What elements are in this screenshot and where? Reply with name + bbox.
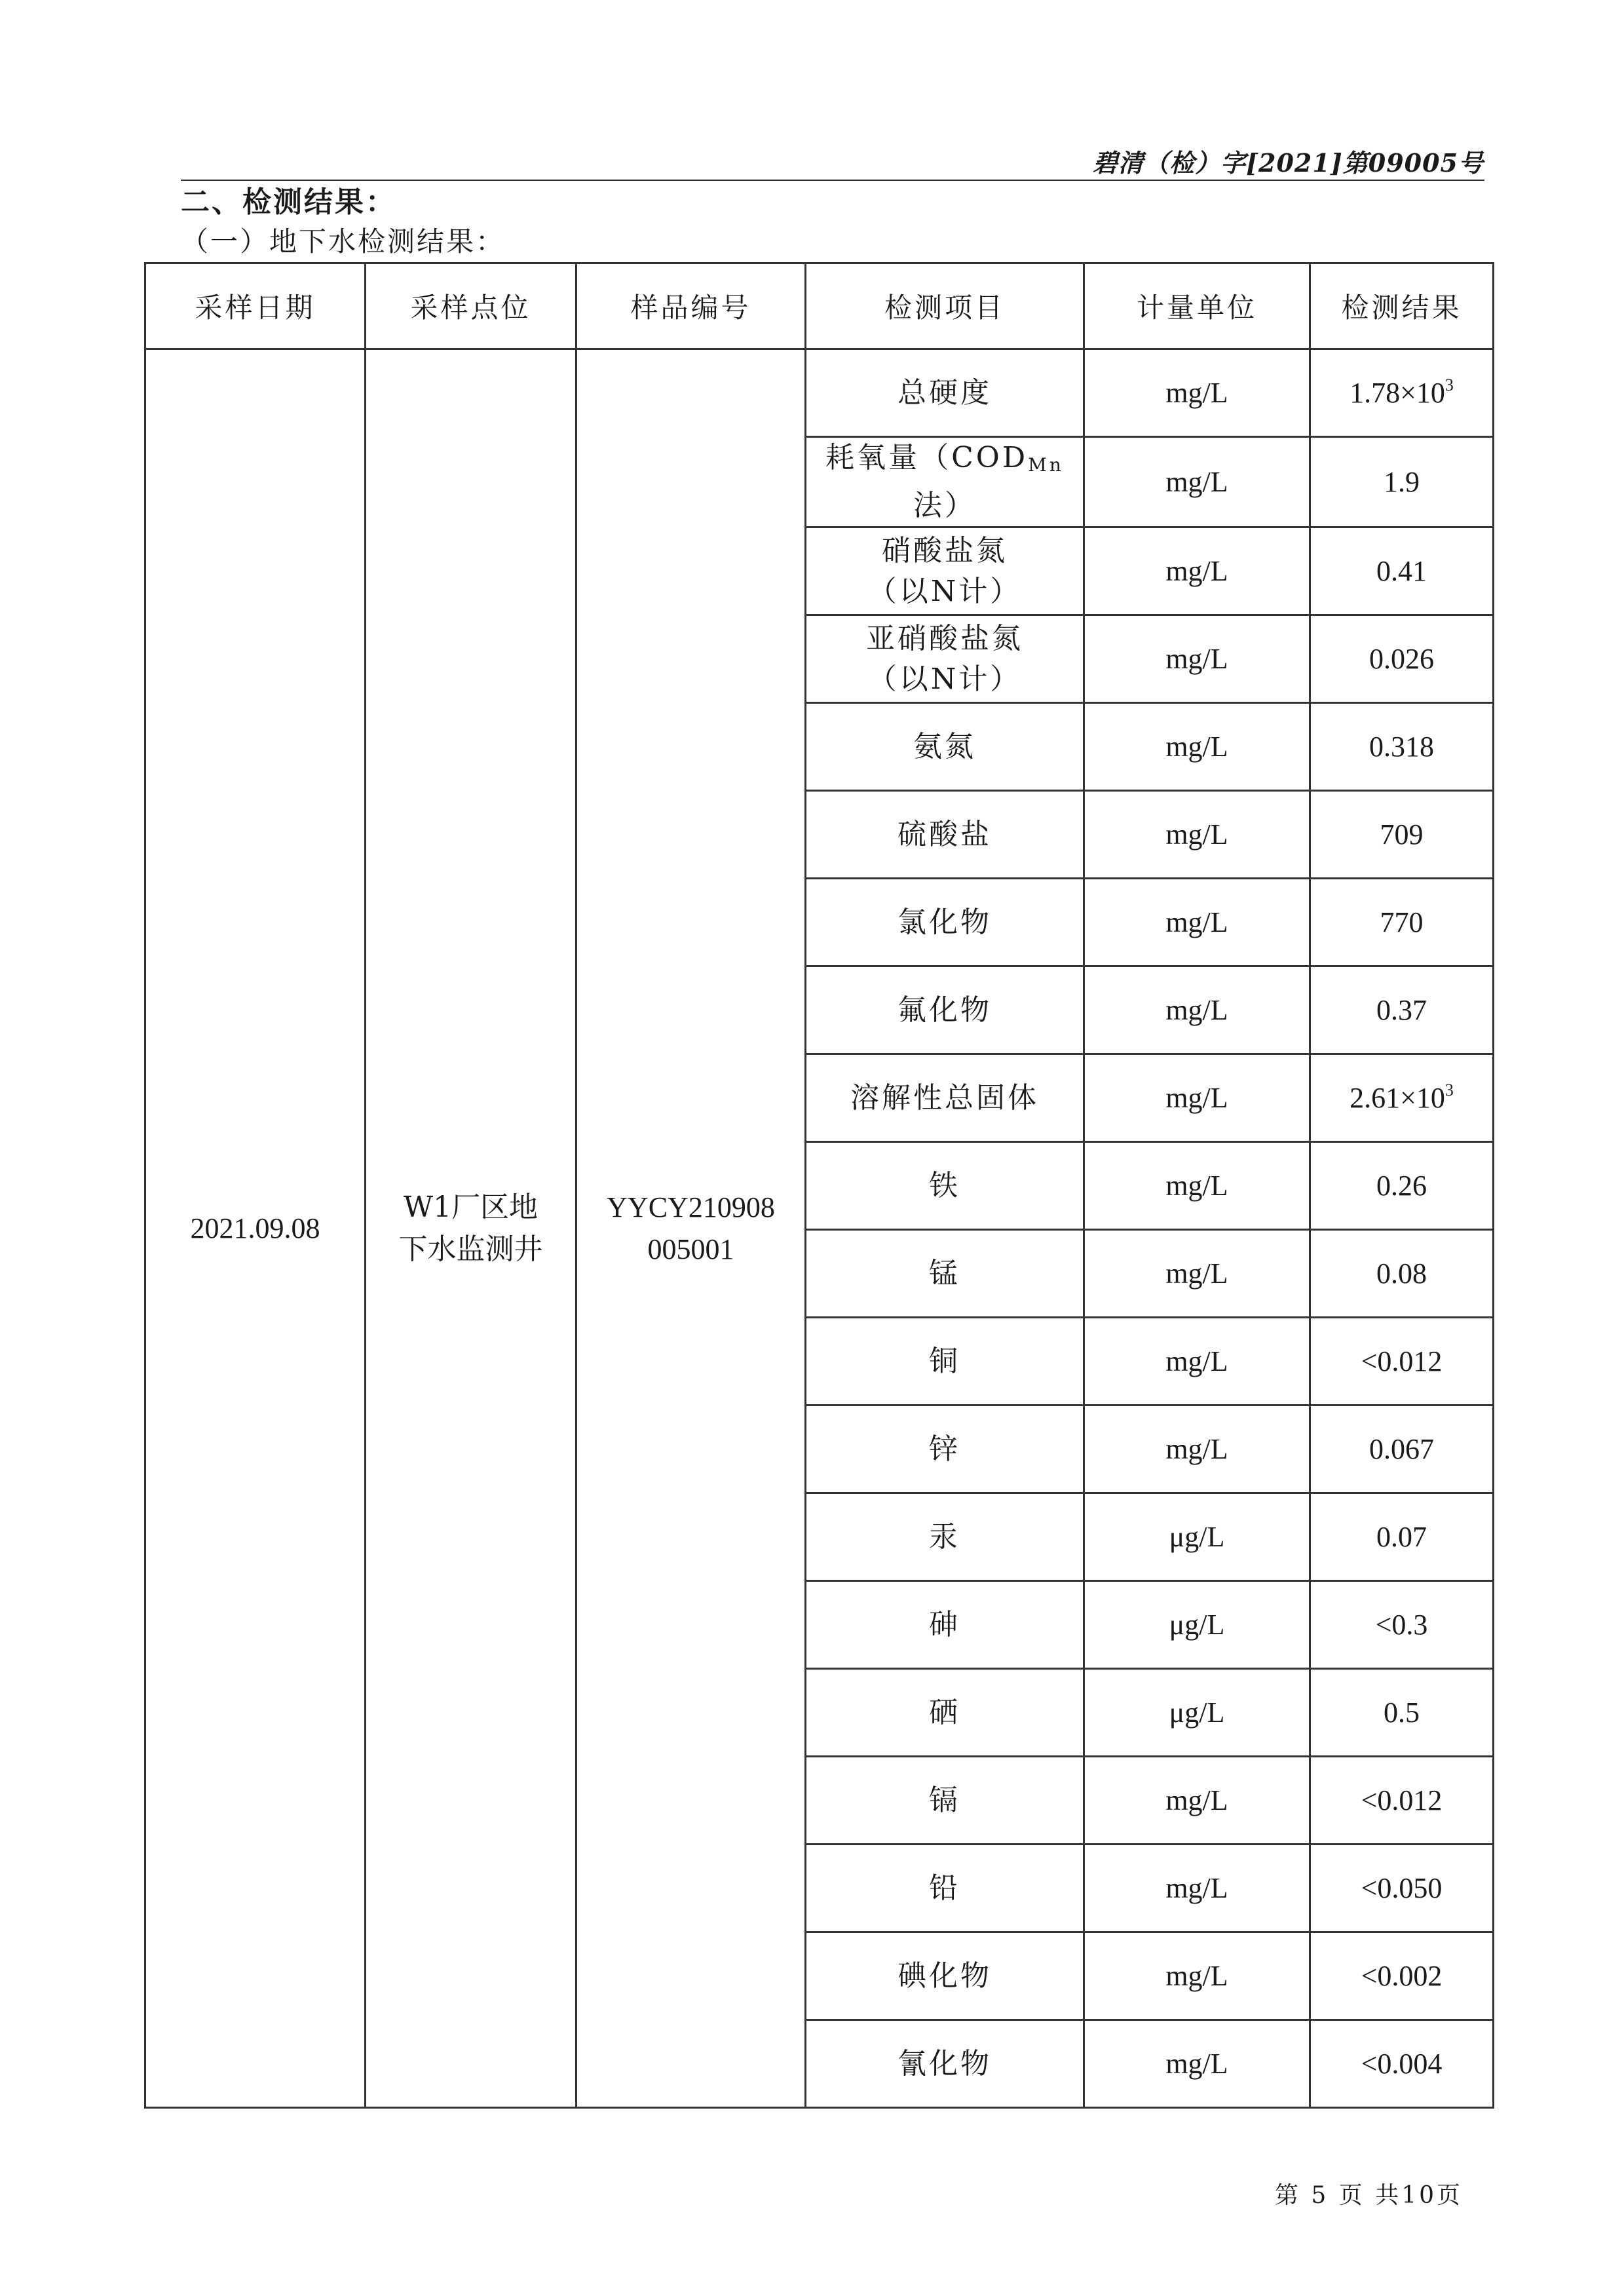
result-cell <box>1310 349 1494 437</box>
unit-cell: mg/L <box>1084 1230 1310 1318</box>
result-cell: <0.3 <box>1310 1581 1494 1669</box>
item-cell: 镉 <box>806 1757 1084 1845</box>
item-cell: 锌 <box>806 1406 1084 1493</box>
unit-cell: mg/L <box>1084 1318 1310 1406</box>
table-row <box>145 349 1494 437</box>
result-cell: 0.026 <box>1310 615 1494 703</box>
item-cell: 氰化物 <box>806 2020 1084 2108</box>
result-cell: 0.37 <box>1310 966 1494 1054</box>
item-cell: 氟化物 <box>806 966 1084 1054</box>
item-cell: 砷 <box>806 1581 1084 1669</box>
unit-cell: mg/L <box>1084 437 1310 527</box>
result-value: 1.78×10 <box>1350 377 1445 409</box>
col-header-result: 检测结果 <box>1310 263 1494 349</box>
result-cell: <0.004 <box>1310 2020 1494 2108</box>
unit-cell: μg/L <box>1084 1669 1310 1757</box>
report-number: 碧清（检）字[2021]第09005号 <box>1093 148 1484 178</box>
sample-location-line1: W1厂区地 <box>403 1190 538 1224</box>
sample-id <box>576 349 806 2108</box>
unit-cell: mg/L <box>1084 2020 1310 2108</box>
item-cell <box>806 615 1084 703</box>
col-header-date: 采样日期 <box>145 263 366 349</box>
item-cell: 锰 <box>806 1230 1084 1318</box>
item-cell: 铅 <box>806 1845 1084 1932</box>
section-title: 二、检测结果： <box>181 185 396 219</box>
sample-date: 2021.09.08 <box>145 349 366 2108</box>
item-cell <box>806 527 1084 615</box>
result-cell: <0.012 <box>1310 1318 1494 1406</box>
item-cell: 硒 <box>806 1669 1084 1757</box>
unit-cell: μg/L <box>1084 1493 1310 1581</box>
result-cell: 0.067 <box>1310 1406 1494 1493</box>
result-cell: 0.08 <box>1310 1230 1494 1318</box>
item-cell: 氨氮 <box>806 703 1084 791</box>
sample-id-line2: 005001 <box>647 1233 734 1265</box>
unit-cell: mg/L <box>1084 879 1310 966</box>
col-header-item: 检测项目 <box>806 263 1084 349</box>
sample-id-line1: YYCY210908 <box>607 1191 775 1223</box>
unit-cell: mg/L <box>1084 1845 1310 1932</box>
results-body <box>145 349 1494 2108</box>
item-cell: 铁 <box>806 1142 1084 1230</box>
item-name-line2: （以N计） <box>867 574 1022 608</box>
col-header-location: 采样点位 <box>366 263 576 349</box>
unit-cell: mg/L <box>1084 1142 1310 1230</box>
item-name-tail: 法） <box>913 489 976 522</box>
result-cell: 709 <box>1310 791 1494 879</box>
unit-cell: mg/L <box>1084 966 1310 1054</box>
result-cell <box>1310 1054 1494 1142</box>
item-cell: 硫酸盐 <box>806 791 1084 879</box>
col-header-sample-id: 样品编号 <box>576 263 806 349</box>
item-name: 硝酸盐氮 <box>882 533 1008 567</box>
results-table <box>144 262 1494 2109</box>
item-name-line2: （以N计） <box>867 662 1022 696</box>
page-number: 第 5 页 共10页 <box>1274 2182 1463 2209</box>
item-cell: 氯化物 <box>806 879 1084 966</box>
item-cell <box>806 437 1084 527</box>
unit-cell: mg/L <box>1084 615 1310 703</box>
sample-location <box>366 349 576 2108</box>
unit-cell: μg/L <box>1084 1581 1310 1669</box>
table-header-row <box>145 263 1494 349</box>
result-cell: 0.41 <box>1310 527 1494 615</box>
unit-cell: mg/L <box>1084 1406 1310 1493</box>
result-value: 2.61×10 <box>1350 1082 1445 1114</box>
subsection-title: （一）地下水检测结果： <box>181 225 506 258</box>
item-name: 总硬度 <box>897 375 992 410</box>
item-cell <box>806 349 1084 437</box>
unit-cell: mg/L <box>1084 1932 1310 2020</box>
result-cell: 770 <box>1310 879 1494 966</box>
unit-cell: mg/L <box>1084 1757 1310 1845</box>
unit-cell: mg/L <box>1084 349 1310 437</box>
sample-location-line2: 下水监测井 <box>398 1232 543 1266</box>
result-exponent: 3 <box>1445 375 1454 394</box>
unit-cell: mg/L <box>1084 1054 1310 1142</box>
unit-cell: mg/L <box>1084 703 1310 791</box>
item-cell: 溶解性总固体 <box>806 1054 1084 1142</box>
result-cell: 0.318 <box>1310 703 1494 791</box>
result-exponent: 3 <box>1445 1081 1454 1100</box>
unit-cell: mg/L <box>1084 791 1310 879</box>
item-cell: 铜 <box>806 1318 1084 1406</box>
result-cell: 0.5 <box>1310 1669 1494 1757</box>
col-header-unit: 计量单位 <box>1084 263 1310 349</box>
result-cell: <0.012 <box>1310 1757 1494 1845</box>
result-cell: 0.26 <box>1310 1142 1494 1230</box>
unit-cell: mg/L <box>1084 527 1310 615</box>
item-name: 亚硝酸盐氮 <box>866 621 1023 655</box>
result-cell: 0.07 <box>1310 1493 1494 1581</box>
item-subscript: Mn <box>1028 454 1064 476</box>
item-name: 耗氧量（COD <box>825 441 1029 474</box>
result-cell: <0.002 <box>1310 1932 1494 2020</box>
result-cell: 1.9 <box>1310 437 1494 527</box>
item-cell: 汞 <box>806 1493 1084 1581</box>
result-cell: <0.050 <box>1310 1845 1494 1932</box>
item-cell: 碘化物 <box>806 1932 1084 2020</box>
